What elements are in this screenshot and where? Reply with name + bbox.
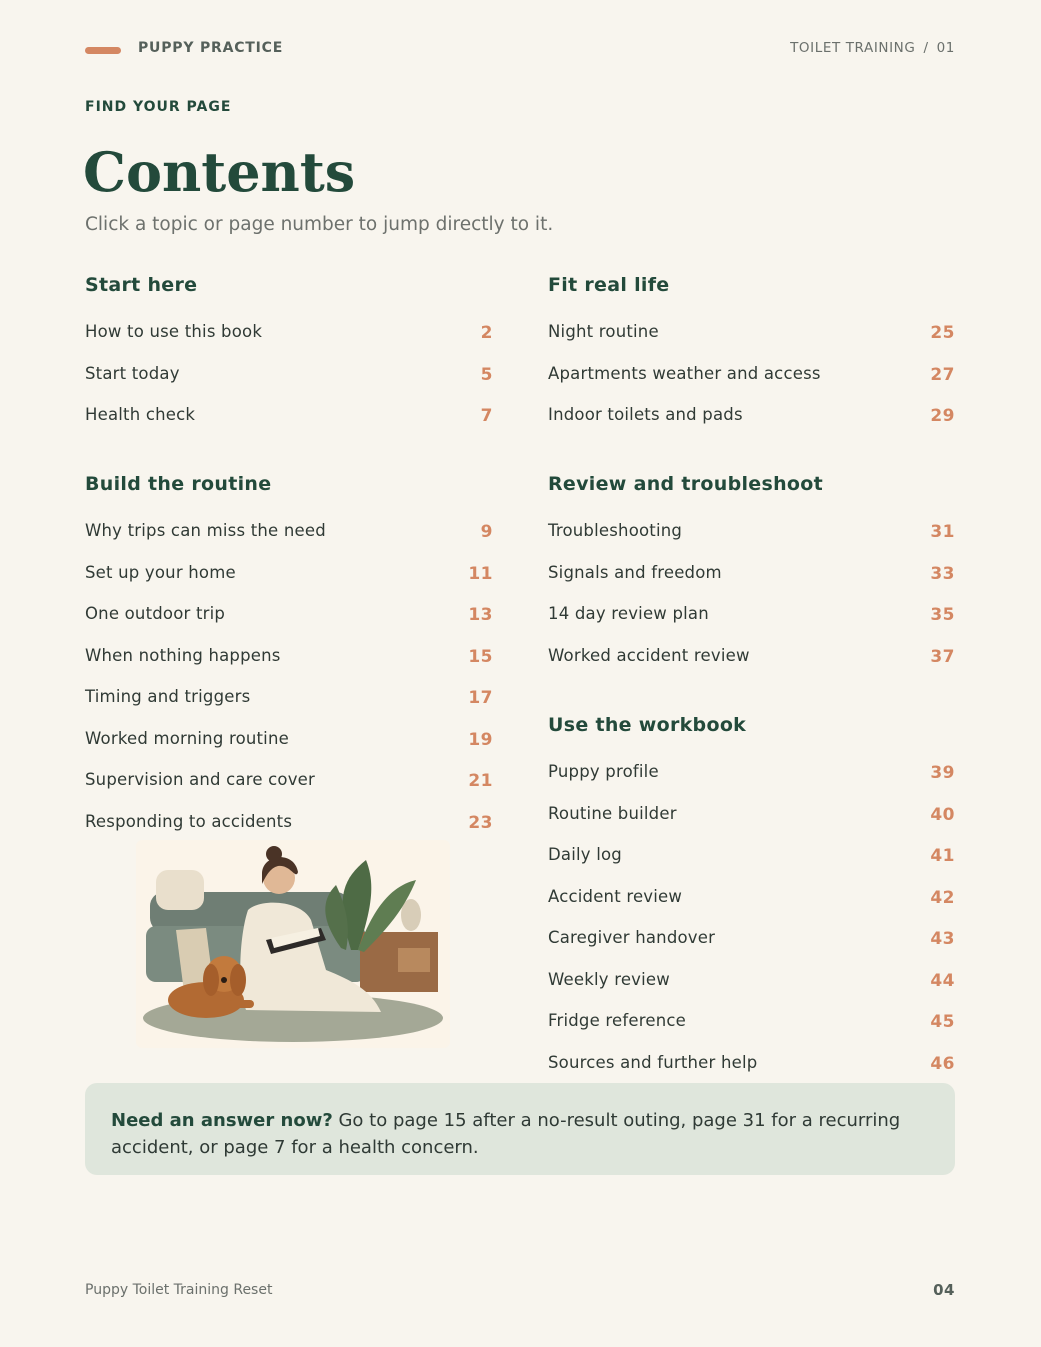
toc-entry[interactable] xyxy=(85,311,493,353)
toc-entry-title[interactable]: When nothing happens xyxy=(85,645,281,665)
toc-entry-title[interactable]: Puppy profile xyxy=(548,762,659,782)
toc-entry[interactable] xyxy=(548,834,955,876)
toc-section-fit-real-life xyxy=(548,270,955,436)
toc-entry-title[interactable]: 14 day review plan xyxy=(548,604,709,624)
toc-entry[interactable] xyxy=(85,552,493,594)
toc-entry-page-number[interactable]: 13 xyxy=(468,605,493,626)
illustration-woman-writing-with-puppy xyxy=(136,840,450,1048)
toc-entry-title[interactable]: One outdoor trip xyxy=(85,604,226,624)
toc-entry-page-number[interactable]: 33 xyxy=(930,563,955,584)
toc-entry-page-number[interactable]: 21 xyxy=(468,771,493,792)
toc-entry-page-number[interactable]: 9 xyxy=(480,522,493,543)
toc-entry-page-number[interactable]: 35 xyxy=(930,605,955,626)
toc-entry-title[interactable]: Accident review xyxy=(548,886,683,906)
brand-accent-bar xyxy=(85,47,121,54)
toc-entry-page-number[interactable]: 31 xyxy=(930,522,955,543)
toc-entry[interactable] xyxy=(85,635,493,677)
toc-entry-title[interactable]: Signals and freedom xyxy=(548,562,722,582)
toc-entry[interactable] xyxy=(85,394,493,436)
toc-entry-page-number[interactable]: 43 xyxy=(930,929,955,950)
running-head-separator: / xyxy=(923,40,929,56)
toc-entry-title[interactable]: How to use this book xyxy=(85,322,263,342)
toc-entry[interactable] xyxy=(85,510,493,552)
toc-entry-page-number[interactable]: 27 xyxy=(930,364,955,385)
illustration-image xyxy=(136,840,450,1048)
toc-entry[interactable] xyxy=(548,593,955,635)
toc-entry-title[interactable]: Start today xyxy=(85,363,180,383)
toc-entry[interactable] xyxy=(548,1042,955,1084)
toc-entry[interactable] xyxy=(548,394,955,436)
running-head xyxy=(790,40,955,56)
brand-name: PUPPY PRACTICE xyxy=(138,40,284,56)
toc-entry-page-number[interactable]: 40 xyxy=(930,804,955,825)
section-title: Build the routine xyxy=(85,473,272,495)
toc-entry[interactable] xyxy=(548,751,955,793)
toc-section-review-troubleshoot xyxy=(548,469,955,676)
toc-entry-page-number[interactable]: 23 xyxy=(468,812,493,833)
page-subtitle: Click a topic or page number to jump directly to it. xyxy=(85,214,554,235)
toc-entry-page-number[interactable]: 19 xyxy=(468,729,493,750)
toc-entry[interactable] xyxy=(548,876,955,918)
callout-lead: Need an answer now? xyxy=(111,1110,333,1131)
toc-entry[interactable] xyxy=(85,801,493,843)
toc-entry[interactable] xyxy=(85,353,493,395)
section-title: Fit real life xyxy=(548,274,670,296)
toc-entry-title[interactable]: Caregiver handover xyxy=(548,928,716,948)
toc-entry-page-number[interactable]: 29 xyxy=(930,406,955,427)
toc-entry[interactable] xyxy=(548,959,955,1001)
toc-entry[interactable] xyxy=(85,718,493,760)
toc-entry-page-number[interactable]: 37 xyxy=(930,646,955,667)
toc-entry-title[interactable]: Night routine xyxy=(548,322,659,342)
toc-entry-page-number[interactable]: 11 xyxy=(468,563,493,584)
toc-entry-title[interactable]: Weekly review xyxy=(548,969,670,989)
footer-book-title: Puppy Toilet Training Reset xyxy=(85,1282,273,1298)
toc-entry[interactable] xyxy=(548,1000,955,1042)
toc-entry-title[interactable]: Apartments weather and access xyxy=(548,363,821,383)
toc-entry-page-number[interactable]: 44 xyxy=(930,970,955,991)
eyebrow-label: FIND YOUR PAGE xyxy=(85,99,232,115)
toc-entry[interactable] xyxy=(548,510,955,552)
toc-section-workbook xyxy=(548,710,955,1083)
toc-entry-title[interactable]: Set up your home xyxy=(85,562,236,582)
toc-entry[interactable] xyxy=(548,635,955,677)
toc-entry[interactable] xyxy=(85,676,493,718)
section-title: Review and troubleshoot xyxy=(548,473,823,495)
toc-entry-page-number[interactable]: 7 xyxy=(480,406,493,427)
toc-entry[interactable] xyxy=(548,353,955,395)
toc-entry[interactable] xyxy=(548,552,955,594)
toc-entry-page-number[interactable]: 42 xyxy=(930,887,955,908)
quick-answer-callout xyxy=(85,1083,955,1175)
callout-text: Go to page 15 after a no-result outing, page 31 for a recurring accident, or page 7 for a health concern. xyxy=(111,1110,901,1158)
toc-entry-title[interactable]: Responding to accidents xyxy=(85,811,293,831)
toc-entry-page-number[interactable]: 5 xyxy=(480,364,493,385)
toc-entry-title[interactable]: Sources and further help xyxy=(548,1052,758,1072)
toc-section-start-here xyxy=(85,270,493,436)
running-head-section: TOILET TRAINING xyxy=(790,40,916,56)
toc-entry-page-number[interactable]: 2 xyxy=(480,323,493,344)
toc-entry[interactable] xyxy=(548,793,955,835)
section-title: Use the workbook xyxy=(548,714,747,736)
toc-entry-title[interactable]: Worked morning routine xyxy=(85,728,289,748)
toc-section-build-routine xyxy=(85,469,493,842)
toc-entry-title[interactable]: Health check xyxy=(85,405,196,425)
footer-page-number: 04 xyxy=(933,1281,955,1299)
page-title: Contents xyxy=(83,140,356,204)
toc-entry-title[interactable]: Fridge reference xyxy=(548,1011,686,1031)
running-head-chapter: 01 xyxy=(936,40,955,56)
toc-entry-page-number[interactable]: 45 xyxy=(930,1012,955,1033)
section-title: Start here xyxy=(85,274,198,296)
toc-entry-title[interactable]: Routine builder xyxy=(548,803,677,823)
toc-entry-page-number[interactable]: 46 xyxy=(930,1053,955,1074)
toc-entry-page-number[interactable]: 17 xyxy=(468,688,493,709)
toc-entry[interactable] xyxy=(548,311,955,353)
toc-entry-page-number[interactable]: 25 xyxy=(930,323,955,344)
toc-entry-title[interactable]: Indoor toilets and pads xyxy=(548,405,743,425)
toc-entry-page-number[interactable]: 41 xyxy=(930,846,955,867)
toc-entry[interactable] xyxy=(548,917,955,959)
toc-entry-page-number[interactable]: 15 xyxy=(468,646,493,667)
toc-entry[interactable] xyxy=(85,593,493,635)
toc-entry[interactable] xyxy=(85,759,493,801)
toc-entry-title[interactable]: Troubleshooting xyxy=(548,521,683,541)
toc-entry-title[interactable]: Supervision and care cover xyxy=(85,770,316,790)
toc-entry-title[interactable]: Timing and triggers xyxy=(85,687,251,707)
toc-entry-title[interactable]: Daily log xyxy=(548,845,622,865)
toc-entry-title[interactable]: Worked accident review xyxy=(548,645,750,665)
toc-entry-page-number[interactable]: 39 xyxy=(930,763,955,784)
toc-entry-title[interactable]: Why trips can miss the need xyxy=(85,521,326,541)
